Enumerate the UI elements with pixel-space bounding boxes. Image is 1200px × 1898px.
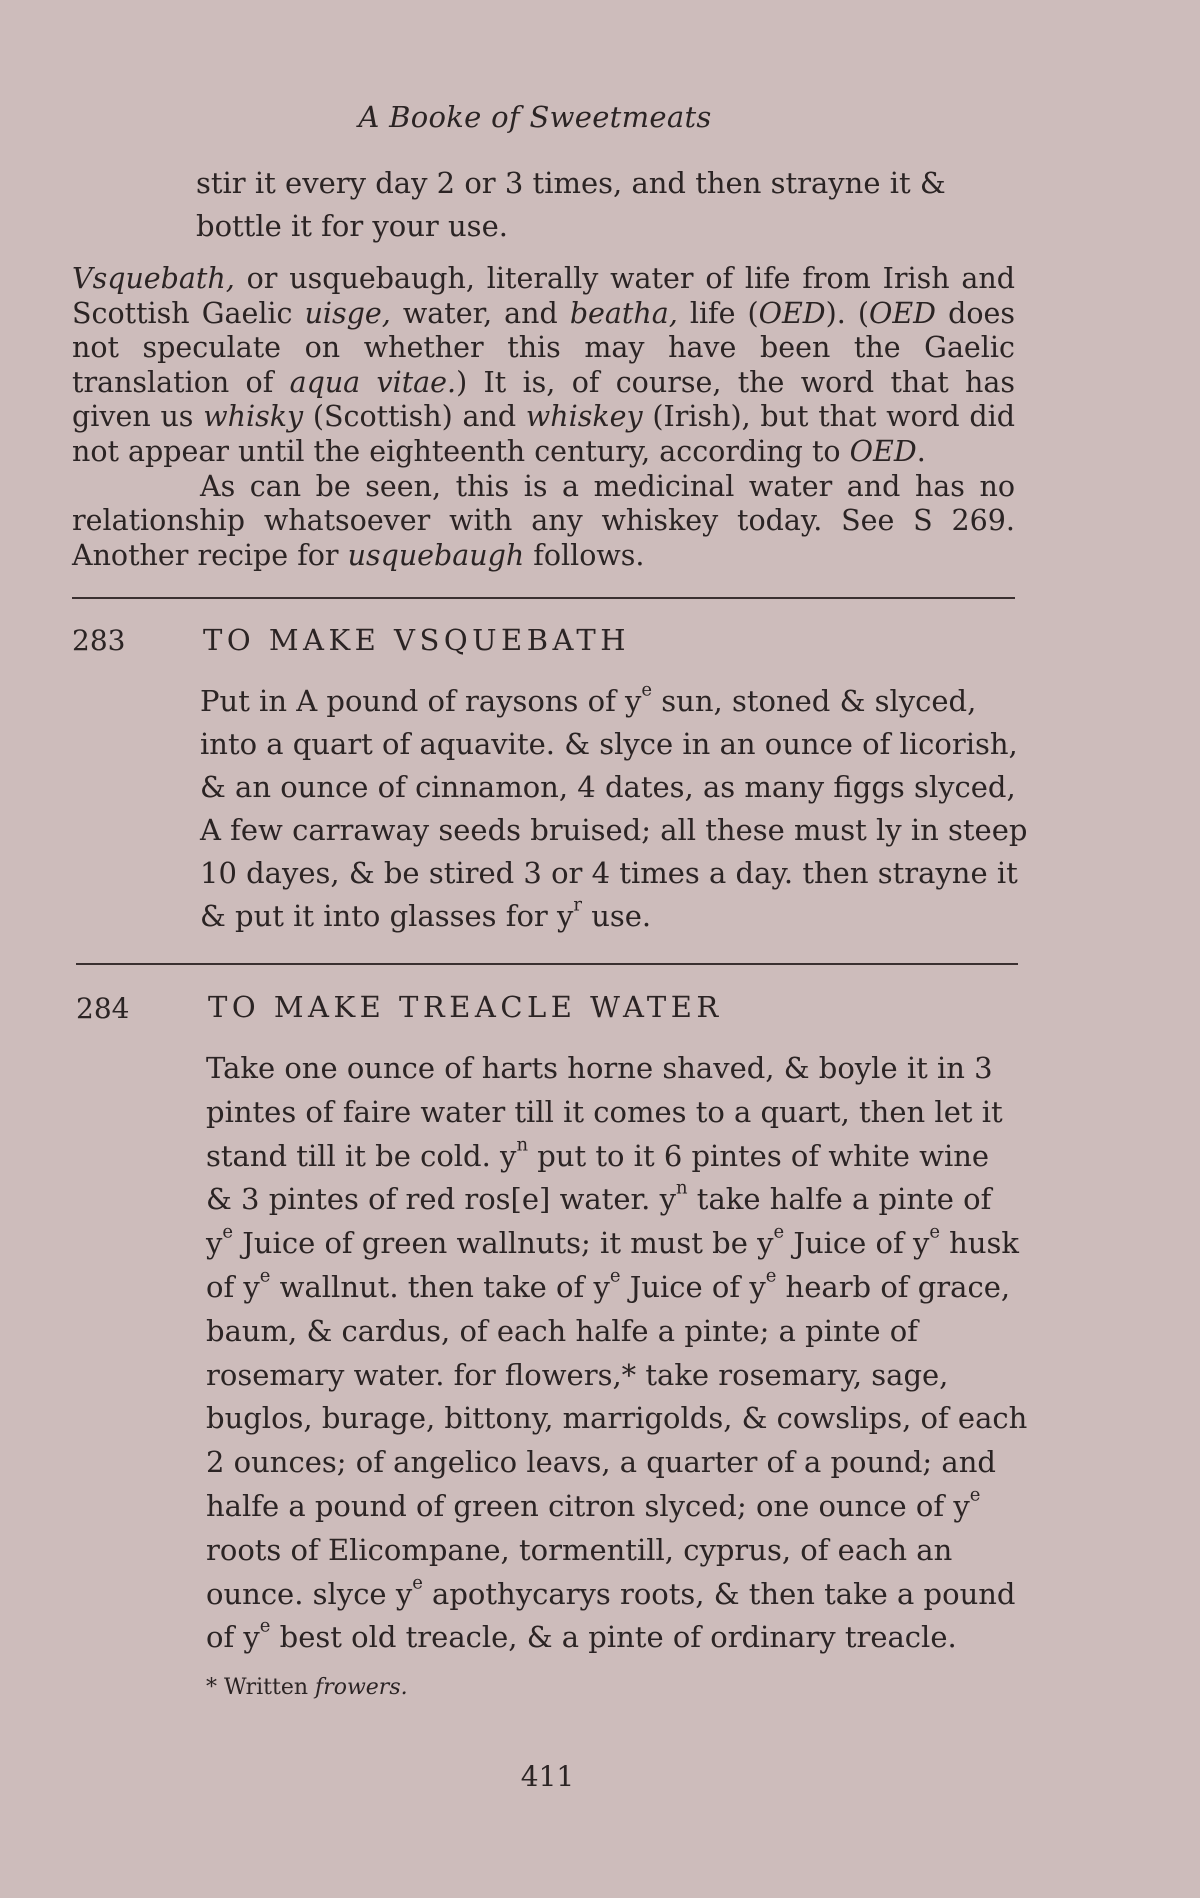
- text-line: [206, 1616, 1051, 1660]
- divider-rule: [72, 597, 1015, 599]
- recipe-title: TO MAKE VSQUEBATH: [203, 623, 631, 657]
- italic-term: uisge,: [304, 296, 391, 330]
- text-run: (Scottish) and: [303, 400, 526, 434]
- text-line: stir it every day 2 or 3 times, and then strayne it &: [196, 166, 946, 200]
- commentary-paragraph: [72, 262, 1015, 470]
- text-run: sun, stoned & slyced,: [652, 684, 977, 718]
- recipe-body: [206, 1047, 1051, 1660]
- page-number: 411: [520, 1760, 575, 1793]
- superscript: n: [516, 1134, 529, 1156]
- italic-term: beatha,: [569, 296, 678, 330]
- footnote-italic-word: frowers.: [315, 1675, 408, 1700]
- italic-term: Vsquebath,: [72, 262, 235, 295]
- text-line: [206, 1573, 1051, 1617]
- text-run: best old treacle, & a pinte of ordinary treacle.: [270, 1620, 957, 1655]
- recipe-body: [200, 680, 1040, 938]
- text-line: pintes of faire water till it comes to a quart, then let it: [206, 1094, 1003, 1129]
- text-line: [200, 895, 1040, 938]
- text-line: [206, 1222, 1051, 1266]
- text-run: of y: [206, 1620, 260, 1655]
- text-run: of y: [206, 1269, 260, 1304]
- text-line: bottle it for your use.: [196, 209, 508, 243]
- text-line: [206, 1266, 1051, 1310]
- recipe-number: 284: [76, 992, 130, 1025]
- text-run: & 3 pintes of red ros[e] water. y: [206, 1182, 676, 1217]
- text-run: follows.: [524, 538, 645, 572]
- text-run: life (: [677, 296, 759, 330]
- footnote: [206, 1675, 408, 1700]
- text-run: take halfe a pinte of: [687, 1182, 992, 1217]
- text-line: A few carraway seeds bruised; all these must ly in steep: [200, 813, 1028, 847]
- text-run: water, and: [390, 296, 570, 330]
- superscript: e: [641, 679, 653, 701]
- text-line: [206, 1485, 1051, 1529]
- text-run: .: [916, 434, 926, 468]
- text-run: & put it into glasses for y: [200, 899, 574, 933]
- superscript: e: [412, 1572, 423, 1594]
- text-line: buglos, burage, bittony, marrigolds, & cowslips, of each: [206, 1401, 1028, 1436]
- superscript: e: [765, 1265, 777, 1287]
- superscript: n: [676, 1178, 688, 1200]
- superscript: e: [259, 1616, 271, 1638]
- text-line: [200, 680, 1040, 723]
- italic-term: usquebaugh: [347, 538, 525, 572]
- text-run: Juice of y: [784, 1226, 930, 1261]
- text-run: use.: [581, 899, 652, 933]
- text-run: Put in A pound of raysons of y: [200, 684, 642, 718]
- previous-recipe-end: [196, 162, 956, 248]
- text-line: into a quart of aquavite. & slyce in an ounce of licorish,: [200, 727, 1018, 761]
- superscript: e: [609, 1265, 621, 1287]
- text-line: & an ounce of cinnamon, 4 dates, as many figgs slyced,: [200, 770, 1016, 804]
- recipe-title: TO MAKE TREACLE WATER: [208, 990, 723, 1024]
- text-line: 10 dayes, & be stired 3 or 4 times a day. then strayne it: [200, 856, 1018, 890]
- commentary-paragraph: [72, 470, 1015, 574]
- text-run: wallnut. then take of y: [270, 1269, 610, 1304]
- superscript: e: [222, 1221, 234, 1243]
- italic-term: OED: [758, 296, 826, 330]
- recipe-number: 283: [72, 624, 126, 657]
- text-line: 2 ounces; of angelico leavs, a quarter of a pound; and: [206, 1445, 996, 1480]
- text-run: does not speculate on whether this may have been the Gaelic translation of: [72, 296, 1015, 399]
- text-run: y: [206, 1226, 223, 1261]
- superscript: e: [773, 1221, 785, 1243]
- superscript: e: [259, 1265, 271, 1287]
- text-line: roots of Elicompane, tormentill, cyprus, of each an: [206, 1532, 953, 1567]
- italic-term: aqua vitae.: [289, 365, 457, 399]
- text-run: husk: [939, 1226, 1019, 1261]
- text-run: ounce. slyce y: [206, 1576, 413, 1611]
- superscript: r: [573, 894, 582, 916]
- text-run: Juice of y: [620, 1269, 766, 1304]
- footnote-text: * Written: [206, 1675, 316, 1700]
- text-run: (Irish), but that word did not appear until the eighteenth century, according to: [72, 400, 1016, 468]
- text-run: put to it 6 pintes of white wine: [528, 1138, 990, 1173]
- superscript: e: [969, 1484, 981, 1506]
- text-run: hearb of grace,: [776, 1269, 1011, 1304]
- text-line: Take one ounce of harts horne shaved, & boyle it in 3: [206, 1051, 993, 1085]
- text-run: stand till it be cold. y: [206, 1138, 517, 1173]
- italic-term: OED: [869, 296, 937, 330]
- italic-term: whiskey: [525, 400, 643, 434]
- text-run: halfe a pound of green citron slyced; one ounce of y: [206, 1488, 970, 1523]
- text-line: baum, & cardus, of each halfe a pinte; a pinte of: [206, 1313, 918, 1348]
- text-run: apothycarys roots, & then take a pound: [422, 1576, 1016, 1611]
- text-run: or usquebaugh, literally water of life from Irish and Scottish Gaelic: [72, 262, 1015, 330]
- text-line: [206, 1178, 1051, 1222]
- italic-term: whisky: [203, 400, 304, 434]
- divider-rule: [76, 963, 1018, 965]
- text-run: ) It is, of course, the word that has given us: [72, 365, 1015, 434]
- text-run: Juice of green wallnuts; it must be y: [233, 1226, 774, 1261]
- text-line: [206, 1135, 1051, 1179]
- text-run: As can be seen, this is a medicinal water and has no relationship whatsoever with any whiskey today. See S 269. Another recipe for: [72, 469, 1015, 572]
- text-line: rosemary water. for flowers,* take rosemary, sage,: [206, 1357, 949, 1392]
- italic-term: OED: [849, 434, 917, 468]
- running-head: A Booke of Sweetmeats: [358, 100, 712, 134]
- superscript: e: [929, 1221, 940, 1243]
- text-run: ). (: [825, 296, 870, 330]
- commentary: [72, 262, 1015, 573]
